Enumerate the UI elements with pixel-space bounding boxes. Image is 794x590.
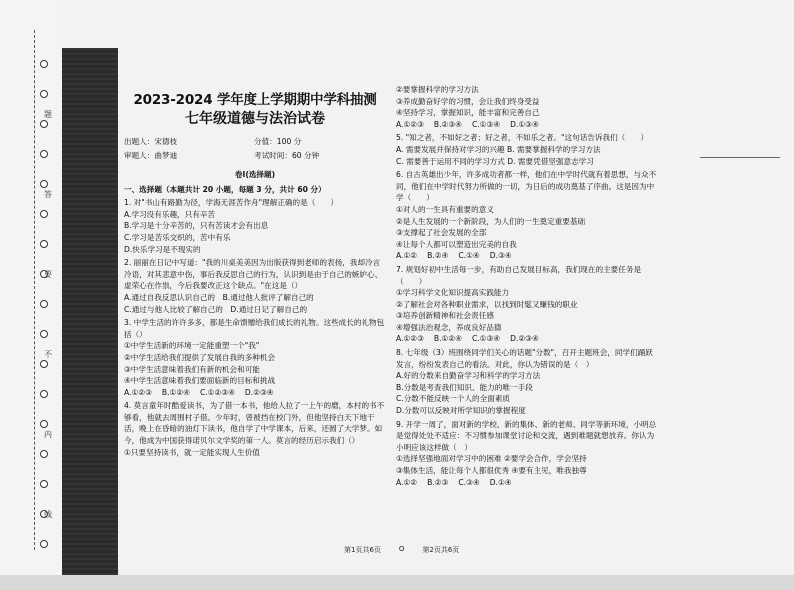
statement: ①对人的一生具有重要的意义: [396, 204, 494, 214]
margin-rule: [700, 157, 780, 158]
page-title: 2023-2024 学年度上学期期中学科抽测: [133, 92, 377, 108]
question-2: 2. 丽丽在日记中写道："我的川桌美美因为出版获得到老师的表扬，我却冷言冷语，对其悲意中伤，事后我反思自己的行为，认识到是由于自己的嫉妒心、虚荣心在作祟，今后我要改正这个缺点。"在这是（）: [124, 258, 383, 291]
option: B.分数是考查我们知识、能力的唯一手段: [396, 382, 533, 392]
question-3: 3. 中学生活的许许多多，都是生命馈赠给我们成长的礼物。这些成长的礼物包括（）: [124, 318, 385, 339]
option: C.通过与他人比较了解自己的 D.通过日记了解自己的: [124, 304, 308, 314]
option: D.分数可以反映对所学知识的掌握程度: [396, 406, 526, 416]
statement: ①学习科学文化知识提高实践能力: [396, 288, 510, 298]
statement: ③集体生活，能让每个人都很优秀 ④要有主见，唯我独尊: [396, 466, 587, 475]
option: A.学习没有乐趣，只有辛苦: [124, 209, 216, 219]
option: B.①②④: [161, 387, 190, 397]
meta-row-2: [124, 149, 386, 163]
fold-mark: O: [398, 545, 405, 553]
option: A.①②③: [396, 334, 424, 344]
statement: ④增强法治观念，养成良好品德: [396, 322, 502, 332]
side-warning: 题 答 要 不 内 线: [44, 110, 52, 519]
option: C.分数不能反映一个人的全面素质: [396, 394, 511, 404]
author: 出题人：宋德枝: [124, 137, 178, 146]
option: B.②④: [427, 251, 449, 261]
option: C.①④: [458, 251, 480, 261]
answer-options-7: [396, 333, 658, 345]
option: A.①②: [396, 251, 418, 261]
answer-options-3: [124, 387, 386, 399]
page-subtitle: 七年级道德与法治试卷: [185, 111, 325, 127]
option: D.快乐学习是不现实的: [124, 244, 201, 254]
answer-options-6: [396, 250, 658, 262]
answer-options-9: [396, 477, 658, 489]
statement: ③支撑起了社会发展的全部: [396, 228, 487, 238]
option: C.③④: [458, 477, 480, 487]
question-9: 9. 开学一周了，面对新的学校、新的集体、新的老师、同学等新环境，小明总是觉得处处不适应：不习惯参加课堂讨论和交流，遇到难题就想放弃。你认为小明应该这样做（ ）: [396, 419, 657, 452]
statement: ④中学生活意味着我们要面临新的目标和挑战: [124, 376, 276, 386]
option: A.好的分数来自勤奋学习和科学的学习方法: [396, 371, 541, 381]
option: A.①②③: [124, 387, 152, 397]
option: A.①②: [396, 477, 418, 487]
statement: ①选择坚强地面对学习中的困难 ②要学会合作，学会坚持: [396, 454, 587, 464]
page-footer: [344, 545, 459, 555]
statement: ③培养创新精神和社会责任感: [396, 311, 494, 321]
page-number-left: 第1页共6页: [344, 546, 381, 554]
reviewer: 审题人：曲梦迪: [124, 151, 178, 160]
option: D.②③④: [510, 334, 539, 344]
option: B.学习是十分辛苦的，只有苦读才会有出息: [124, 221, 269, 231]
section-title: 卷Ⅰ(选择题): [234, 170, 276, 179]
question-5: 5. "知之者，不如好之者；好之者，不如乐之者。"这句话告诉我们（ ）: [396, 133, 649, 143]
answer-options-4: [396, 119, 658, 131]
statement: ①中学生活新的环境一定能重塑一个"我": [124, 341, 260, 351]
question-1: 1. 对"书山有路勤为径，学海无涯苦作舟"理解正确的是（ ）: [124, 198, 339, 208]
section-intro: 一、选择题（本题共计 20 小题，每题 3 分，共计 60 分）: [124, 184, 326, 194]
left-column: [124, 92, 386, 458]
statement: ④让每个人都可以塑造出完美的自我: [396, 239, 517, 249]
option: A.①②③: [396, 119, 424, 129]
question-4: 4. 莫言童年时酷爱读书，为了借一本书，他给人拉了一上午的磨，本村的书不够看，他就去周围村子借。少年时，曾被挡在校门外，但他坚持白天下地干活，晚上在昏暗的油灯下读书，他自学了中学课本，后来，还圆了大学梦。如今，他成为中国获得诺贝尔文学奖的第一人。莫言的经历启示我们（）: [124, 401, 385, 446]
statement: ④坚持学习，掌握知识，能丰富和完善自己: [396, 108, 540, 118]
score: 分值：100 分: [254, 137, 302, 146]
option: B.②③④: [433, 119, 462, 129]
option: B.①②④: [433, 334, 462, 344]
option: C. 需要善于运用不同的学习方式 D. 需要凭借坚强意志学习: [396, 156, 594, 166]
meta-row-1: [124, 135, 386, 149]
seal-line: [34, 30, 35, 550]
option: D.①④: [489, 477, 512, 487]
time: 考试时间：60 分钟: [254, 151, 320, 160]
option: B.②③: [427, 477, 449, 487]
statement: ②是人生发展的一个新阶段，为人们的一生奠定重要基础: [396, 216, 586, 226]
question-7: 7. 规划好初中生活每一步，有助自己发展目标高，我们现在的主要任务是（ ）: [396, 264, 642, 286]
option: D.②③④: [244, 387, 274, 397]
statement: ①只要坚持读书，就一定能实现人生价值: [124, 447, 260, 457]
option: C.①③④: [471, 119, 501, 129]
question-6: 6. 自古英雄出少年，许多成功者都一样，他们在中学时代就有着思想，与众不同，他们在中学时代努力所做的一切，为日后的成功奠基了序曲。这是因为中学（ ）: [396, 170, 657, 203]
scan-shadow: [62, 48, 118, 575]
option: C.①②③④: [199, 387, 235, 397]
option: A.通过自我反思认识自己的 B.通过他人批评了解自己的: [124, 292, 314, 302]
binding-margin: [0, 0, 62, 575]
statement: ②中学生活给我们提供了发展自我的多种机会: [124, 352, 276, 362]
statement: ②要掌握科学的学习方法: [396, 85, 479, 94]
question-8: 8. 七年级（3）班围绕同学们关心的话题"分数"，召开主题班会，同学们踊跃发言，纷纷发表自己的看法。对此，你认为错误的是（ ）: [396, 348, 653, 369]
option: C.学习是苦乐交织的，苦中有乐: [124, 232, 231, 242]
statement: ③养成勤奋好学的习惯，会让我们终身受益: [396, 96, 540, 106]
option: A. 需要发展并保持对学习的兴趣 B. 需要掌握科学的学习方法: [396, 144, 601, 154]
right-column: [396, 84, 658, 488]
statement: ③中学生活意味着我们有新的机会和可能: [124, 364, 260, 374]
statement: ②了解社会对各种职业需求，以找到时髦又赚钱的职业: [396, 299, 578, 309]
page-number-right: 第2页共6页: [422, 546, 460, 554]
option: C.①③④: [471, 334, 501, 344]
option: D.①③④: [510, 119, 539, 129]
option: D.③④: [489, 251, 512, 261]
